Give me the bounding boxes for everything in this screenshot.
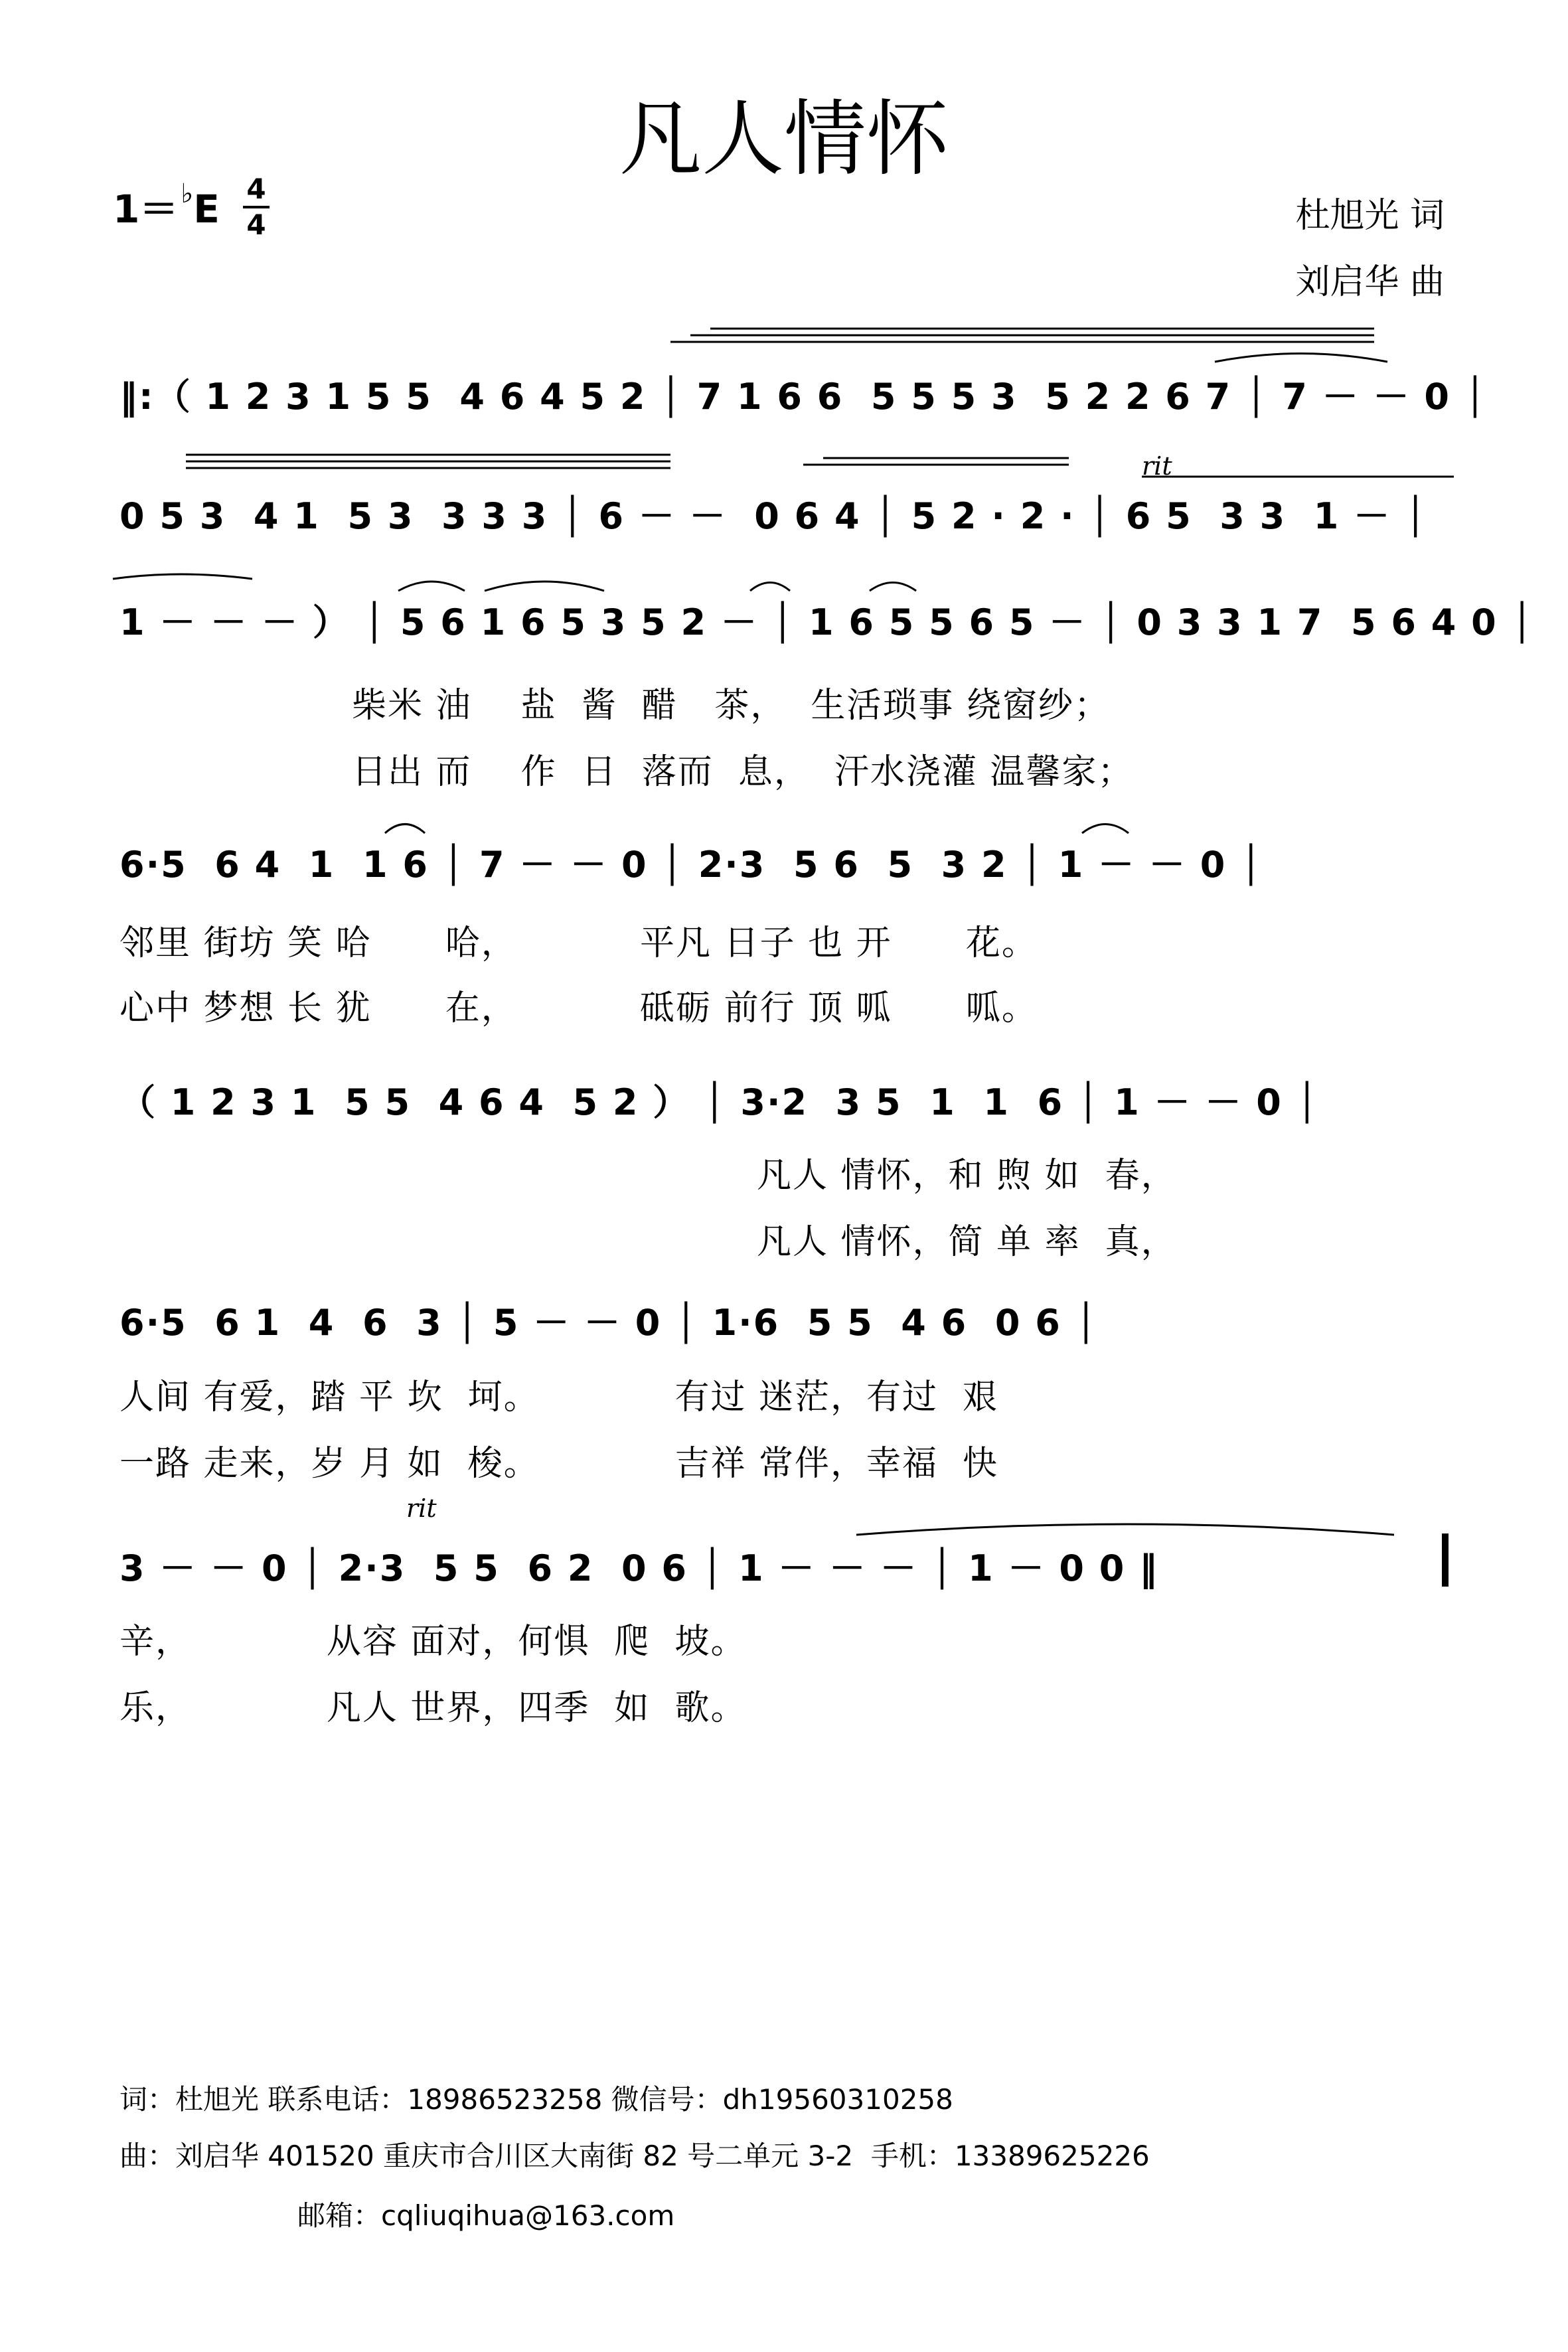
- key-signature: [113, 178, 220, 234]
- lyric-line: 人间 有爱，踏 平 坎 坷。 有过 迷茫，有过 艰: [119, 1377, 999, 1417]
- slur-arc: [385, 824, 425, 834]
- score-line: [119, 488, 1454, 539]
- lyric-line: 辛， 从容 面对，何惧 爬 坡。: [119, 1622, 747, 1662]
- score-line: [119, 1294, 1454, 1346]
- rit-marking: rit: [1142, 451, 1172, 481]
- notation: （ 1 2 3 1 5 5 4 6 4 5 2 ） │ 3·2 3 5 1 1 6 │ 1 － － 0 │: [119, 1081, 1320, 1123]
- notation: 6·5 6 1 4 6 3 │ 5 － － 0 │ 1·6 5 5 4 6 0 6 │: [119, 1302, 1099, 1344]
- footer-line: 曲：刘启华 401520 重庆市合川区大南街 82 号二单元 3-2 手机：13389625226: [119, 2140, 1150, 2172]
- tie-arc: [113, 574, 252, 579]
- slur-arc: [485, 582, 604, 591]
- lyric-line: 一路 走来，岁 月 如 梭。 吉祥 常伴，幸福 快: [119, 1444, 999, 1484]
- composer-credit: 刘启华 曲: [1295, 262, 1445, 302]
- lyric-line: 日出 而 作 日 落而 息， 汗水浇灌 温馨家；: [352, 752, 1134, 792]
- lyric-line: 凡人 情怀，和 煦 如 春，: [757, 1156, 1177, 1196]
- lyric-line: 邻里 街坊 笑 哈 哈， 平凡 日子 也 开 花。: [119, 923, 1038, 963]
- notation: 0 5 3 4 1 5 3 3 3 3 │ 6 － － 0 6 4 │ 5 2 · 2 · │ 6 5 3 3 1 － │: [119, 495, 1428, 537]
- notation: 3 － － 0 │ 2·3 5 5 6 2 0 6 │ 1 － － － │ 1 － 0 0 ‖: [119, 1547, 1159, 1589]
- song-title: 凡人情怀: [619, 92, 949, 187]
- tie-arc: [856, 1524, 1394, 1535]
- score-line: [119, 594, 1534, 645]
- time-signature: [243, 174, 270, 240]
- notation: ‖:（ 1 2 3 1 5 5 4 6 4 5 2 │ 7 1 6 6 5 5 5 3 5 2 2 6 7 │ 7 － － 0 │: [119, 376, 1488, 418]
- score-line: [119, 1074, 1454, 1125]
- score-line: [119, 368, 1488, 420]
- score-line: [119, 1540, 1454, 1591]
- key-prefix: 1＝: [113, 187, 179, 232]
- lyric-line: 柴米 油 盐 酱 醋 茶， 生活琐事 绕窗纱；: [352, 686, 1110, 726]
- tie-arc: [1215, 354, 1387, 362]
- slur-arc: [398, 582, 465, 591]
- key-tonic: E: [193, 187, 220, 232]
- time-signature-bottom: 4: [246, 208, 266, 241]
- lyric-line: 凡人 情怀，简 单 率 真，: [757, 1222, 1177, 1262]
- slur-arc: [1082, 824, 1129, 834]
- slur-arc: [870, 583, 916, 591]
- notation: 6·5 6 4 1 1 6 │ 7 － － 0 │ 2·3 5 6 5 3 2 │ 1 － － 0 │: [119, 844, 1263, 886]
- rit-marking: rit: [406, 1494, 437, 1523]
- footer-line: 词：杜旭光 联系电话：18986523258 微信号：dh19560310258: [119, 2083, 953, 2116]
- score-line: [119, 836, 1454, 888]
- flat-sign-icon: ♭: [181, 179, 194, 209]
- footer-line: 邮箱：cqliuqihua@163.com: [297, 2199, 675, 2232]
- time-signature-top: 4: [246, 173, 266, 205]
- final-barline: [1442, 1533, 1449, 1587]
- slur-arc: [750, 583, 790, 591]
- lyric-line: 心中 梦想 长 犹 在， 砥砺 前行 顶 呱 呱。: [119, 988, 1038, 1028]
- lyric-line: 乐， 凡人 世界，四季 如 歌。: [119, 1688, 747, 1728]
- lyricist-credit: 杜旭光 词: [1295, 196, 1445, 236]
- notation: 1 － － － ） │ 5 6 1 6 5 3 5 2 － │ 1 6 5 5 6 5 － │ 0 3 3 1 7 5 6 4 0 │: [119, 601, 1534, 643]
